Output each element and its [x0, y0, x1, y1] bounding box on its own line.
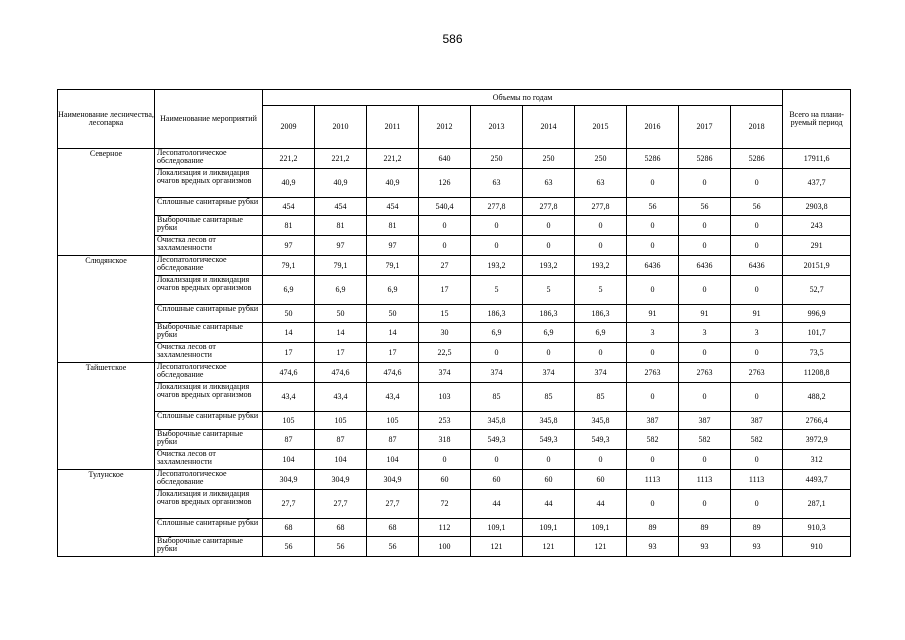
year-value: 0	[679, 216, 731, 236]
table-row	[58, 216, 851, 236]
year-value: 0	[731, 383, 783, 412]
year-value: 0	[471, 236, 523, 256]
year-value: 93	[679, 537, 731, 557]
year-value: 56	[731, 198, 783, 216]
year-value: 1113	[679, 470, 731, 490]
year-value: 0	[731, 169, 783, 198]
year-value: 14	[315, 323, 367, 343]
year-value: 0	[679, 490, 731, 519]
year-value: 0	[471, 216, 523, 236]
total-value: 4493,7	[783, 470, 851, 490]
year-value: 50	[263, 305, 315, 323]
year-value: 318	[419, 430, 471, 450]
activity-name: Сплошные санитарные рубки	[155, 198, 263, 216]
year-value: 0	[575, 216, 627, 236]
table-body	[58, 149, 851, 557]
year-value: 50	[315, 305, 367, 323]
year-value: 0	[575, 236, 627, 256]
year-value: 17	[315, 343, 367, 363]
year-value: 6,9	[263, 276, 315, 305]
year-value: 277,8	[575, 198, 627, 216]
year-value: 474,6	[315, 363, 367, 383]
volumes-table	[57, 89, 851, 557]
year-value: 85	[575, 383, 627, 412]
year-value: 97	[263, 236, 315, 256]
total-value: 243	[783, 216, 851, 236]
year-value: 345,8	[471, 412, 523, 430]
year-value: 6,9	[367, 276, 419, 305]
year-value: 63	[575, 169, 627, 198]
year-value: 454	[367, 198, 419, 216]
year-value: 89	[731, 519, 783, 537]
year-value: 100	[419, 537, 471, 557]
activity-name: Лесопатологическое обследование	[155, 256, 263, 276]
year-value: 27	[419, 256, 471, 276]
year-value: 0	[523, 216, 575, 236]
header-year: 2013	[471, 106, 523, 149]
year-value: 97	[367, 236, 419, 256]
total-value: 312	[783, 450, 851, 470]
activity-name: Сплошные санитарные рубки	[155, 519, 263, 537]
table-row	[58, 412, 851, 430]
year-value: 27,7	[315, 490, 367, 519]
year-value: 0	[575, 343, 627, 363]
year-value: 15	[419, 305, 471, 323]
year-value: 250	[523, 149, 575, 169]
year-value: 304,9	[315, 470, 367, 490]
year-value: 0	[679, 450, 731, 470]
table-row	[58, 169, 851, 198]
year-value: 0	[419, 450, 471, 470]
table-row	[58, 149, 851, 169]
year-value: 0	[731, 490, 783, 519]
year-value: 27,7	[263, 490, 315, 519]
year-value: 221,2	[367, 149, 419, 169]
year-value: 87	[367, 430, 419, 450]
year-value: 0	[627, 383, 679, 412]
table-row	[58, 537, 851, 557]
total-value: 910	[783, 537, 851, 557]
year-value: 109,1	[523, 519, 575, 537]
activity-name: Выборочные санитарные рубки	[155, 216, 263, 236]
year-value: 0	[575, 450, 627, 470]
year-value: 68	[367, 519, 419, 537]
header-forestry: Наименование лесничества, лесопарка	[58, 90, 155, 149]
table-row	[58, 519, 851, 537]
forestry-name: Тулунское	[58, 470, 155, 557]
year-value: 87	[263, 430, 315, 450]
year-value: 44	[523, 490, 575, 519]
year-value: 193,2	[523, 256, 575, 276]
year-value: 6436	[627, 256, 679, 276]
year-value: 186,3	[523, 305, 575, 323]
forestry-name: Северное	[58, 149, 155, 256]
year-value: 85	[523, 383, 575, 412]
year-value: 60	[575, 470, 627, 490]
total-value: 73,5	[783, 343, 851, 363]
year-value: 5	[471, 276, 523, 305]
header-year: 2010	[315, 106, 367, 149]
year-value: 17	[263, 343, 315, 363]
header-year: 2014	[523, 106, 575, 149]
year-value: 91	[627, 305, 679, 323]
year-value: 193,2	[575, 256, 627, 276]
year-value: 14	[367, 323, 419, 343]
year-value: 345,8	[575, 412, 627, 430]
year-value: 304,9	[263, 470, 315, 490]
year-value: 93	[731, 537, 783, 557]
year-value: 193,2	[471, 256, 523, 276]
year-value: 112	[419, 519, 471, 537]
activity-name: Локализация и ликвидация очагов вредных организмов	[155, 490, 263, 519]
year-value: 0	[731, 236, 783, 256]
year-value: 3	[731, 323, 783, 343]
year-value: 3	[627, 323, 679, 343]
year-value: 0	[627, 236, 679, 256]
activity-name: Лесопатологическое обследование	[155, 363, 263, 383]
year-value: 56	[315, 537, 367, 557]
year-value: 79,1	[367, 256, 419, 276]
forestry-name: Слюдянское	[58, 256, 155, 363]
year-value: 2763	[627, 363, 679, 383]
year-value: 186,3	[575, 305, 627, 323]
year-value: 56	[679, 198, 731, 216]
year-value: 387	[679, 412, 731, 430]
year-value: 250	[471, 149, 523, 169]
year-value: 0	[627, 490, 679, 519]
activity-name: Очистка лесов от захламленности	[155, 236, 263, 256]
table-row	[58, 305, 851, 323]
year-value: 79,1	[315, 256, 367, 276]
year-value: 1113	[731, 470, 783, 490]
year-value: 79,1	[263, 256, 315, 276]
year-value: 103	[419, 383, 471, 412]
year-value: 0	[627, 450, 679, 470]
year-value: 105	[367, 412, 419, 430]
year-value: 6436	[731, 256, 783, 276]
total-value: 52,7	[783, 276, 851, 305]
year-value: 6,9	[471, 323, 523, 343]
year-value: 5	[575, 276, 627, 305]
activity-name: Лесопатологическое обследование	[155, 149, 263, 169]
year-value: 374	[419, 363, 471, 383]
year-value: 40,9	[367, 169, 419, 198]
year-value: 6,9	[315, 276, 367, 305]
year-value: 1113	[627, 470, 679, 490]
year-value: 0	[731, 343, 783, 363]
year-value: 374	[575, 363, 627, 383]
total-value: 20151,9	[783, 256, 851, 276]
table-row	[58, 383, 851, 412]
year-value: 81	[315, 216, 367, 236]
total-value: 437,7	[783, 169, 851, 198]
header-year: 2017	[679, 106, 731, 149]
year-value: 60	[471, 470, 523, 490]
activity-name: Сплошные санитарные рубки	[155, 412, 263, 430]
year-value: 0	[627, 343, 679, 363]
table-row	[58, 470, 851, 490]
year-value: 56	[367, 537, 419, 557]
year-value: 104	[367, 450, 419, 470]
year-value: 374	[523, 363, 575, 383]
year-value: 6,9	[575, 323, 627, 343]
year-value: 3	[679, 323, 731, 343]
year-value: 540,4	[419, 198, 471, 216]
year-value: 0	[679, 236, 731, 256]
year-value: 63	[471, 169, 523, 198]
table-row	[58, 323, 851, 343]
year-value: 105	[315, 412, 367, 430]
table-row	[58, 256, 851, 276]
year-value: 91	[731, 305, 783, 323]
year-value: 85	[471, 383, 523, 412]
page-number: 586	[442, 32, 463, 46]
year-value: 72	[419, 490, 471, 519]
year-value: 474,6	[263, 363, 315, 383]
year-value: 549,3	[471, 430, 523, 450]
year-value: 89	[627, 519, 679, 537]
year-value: 277,8	[523, 198, 575, 216]
year-value: 40,9	[263, 169, 315, 198]
table-row	[58, 198, 851, 216]
year-value: 0	[731, 276, 783, 305]
year-value: 454	[263, 198, 315, 216]
year-value: 0	[679, 343, 731, 363]
table-row	[58, 450, 851, 470]
year-value: 60	[523, 470, 575, 490]
activity-name: Выборочные санитарные рубки	[155, 430, 263, 450]
activity-name: Очистка лесов от захламленности	[155, 450, 263, 470]
year-value: 40,9	[315, 169, 367, 198]
year-value: 30	[419, 323, 471, 343]
header-volumes: Объемы по годам	[263, 90, 783, 106]
table-row	[58, 430, 851, 450]
year-value: 0	[627, 276, 679, 305]
year-value: 50	[367, 305, 419, 323]
year-value: 474,6	[367, 363, 419, 383]
year-value: 582	[731, 430, 783, 450]
year-value: 0	[731, 216, 783, 236]
header-year: 2016	[627, 106, 679, 149]
table-row	[58, 276, 851, 305]
year-value: 374	[471, 363, 523, 383]
header-year: 2009	[263, 106, 315, 149]
table-row	[58, 343, 851, 363]
total-value: 17911,6	[783, 149, 851, 169]
year-value: 68	[315, 519, 367, 537]
year-value: 6436	[679, 256, 731, 276]
year-value: 104	[315, 450, 367, 470]
header-total: Всего на плани-руемый период	[783, 90, 851, 149]
year-value: 121	[523, 537, 575, 557]
total-value: 996,9	[783, 305, 851, 323]
year-value: 91	[679, 305, 731, 323]
year-value: 640	[419, 149, 471, 169]
total-value: 291	[783, 236, 851, 256]
activity-name: Сплошные санитарные рубки	[155, 305, 263, 323]
year-value: 0	[523, 236, 575, 256]
activity-name: Выборочные санитарные рубки	[155, 323, 263, 343]
year-value: 0	[523, 343, 575, 363]
year-value: 5286	[731, 149, 783, 169]
year-value: 121	[575, 537, 627, 557]
year-value: 56	[627, 198, 679, 216]
year-value: 81	[263, 216, 315, 236]
total-value: 488,2	[783, 383, 851, 412]
header-activity: Наименование мероприятий	[155, 90, 263, 149]
year-value: 253	[419, 412, 471, 430]
activity-name: Локализация и ликвидация очагов вредных организмов	[155, 169, 263, 198]
year-value: 387	[627, 412, 679, 430]
year-value: 121	[471, 537, 523, 557]
year-value: 0	[419, 236, 471, 256]
total-value: 2766,4	[783, 412, 851, 430]
year-value: 454	[315, 198, 367, 216]
year-value: 44	[575, 490, 627, 519]
total-value: 2903,8	[783, 198, 851, 216]
total-value: 910,3	[783, 519, 851, 537]
year-value: 0	[419, 216, 471, 236]
year-value: 304,9	[367, 470, 419, 490]
year-value: 97	[315, 236, 367, 256]
year-value: 5286	[679, 149, 731, 169]
activity-name: Очистка лесов от захламленности	[155, 343, 263, 363]
year-value: 0	[731, 450, 783, 470]
year-value: 63	[523, 169, 575, 198]
year-value: 93	[627, 537, 679, 557]
total-value: 11208,8	[783, 363, 851, 383]
year-value: 0	[679, 276, 731, 305]
year-value: 87	[315, 430, 367, 450]
year-value: 43,4	[315, 383, 367, 412]
year-value: 0	[679, 169, 731, 198]
year-value: 109,1	[575, 519, 627, 537]
year-value: 27,7	[367, 490, 419, 519]
year-value: 582	[679, 430, 731, 450]
year-value: 0	[471, 343, 523, 363]
forestry-name: Тайшетское	[58, 363, 155, 470]
year-value: 345,8	[523, 412, 575, 430]
activity-name: Выборочные санитарные рубки	[155, 537, 263, 557]
header-year: 2011	[367, 106, 419, 149]
header-year: 2018	[731, 106, 783, 149]
year-value: 126	[419, 169, 471, 198]
year-value: 0	[627, 169, 679, 198]
activity-name: Локализация и ликвидация очагов вредных организмов	[155, 276, 263, 305]
year-value: 2763	[731, 363, 783, 383]
year-value: 22,5	[419, 343, 471, 363]
year-value: 0	[627, 216, 679, 236]
year-value: 60	[419, 470, 471, 490]
year-value: 68	[263, 519, 315, 537]
activity-name: Локализация и ликвидация очагов вредных организмов	[155, 383, 263, 412]
year-value: 5286	[627, 149, 679, 169]
year-value: 43,4	[263, 383, 315, 412]
year-value: 582	[627, 430, 679, 450]
year-value: 250	[575, 149, 627, 169]
year-value: 186,3	[471, 305, 523, 323]
total-value: 3972,9	[783, 430, 851, 450]
table-row	[58, 363, 851, 383]
year-value: 0	[679, 383, 731, 412]
year-value: 109,1	[471, 519, 523, 537]
year-value: 56	[263, 537, 315, 557]
year-value: 0	[471, 450, 523, 470]
year-value: 549,3	[575, 430, 627, 450]
year-value: 89	[679, 519, 731, 537]
activity-name: Лесопатологическое обследование	[155, 470, 263, 490]
year-value: 105	[263, 412, 315, 430]
year-value: 5	[523, 276, 575, 305]
year-value: 549,3	[523, 430, 575, 450]
year-value: 6,9	[523, 323, 575, 343]
total-value: 101,7	[783, 323, 851, 343]
year-value: 104	[263, 450, 315, 470]
year-value: 14	[263, 323, 315, 343]
year-value: 387	[731, 412, 783, 430]
header-year: 2012	[419, 106, 471, 149]
year-value: 17	[419, 276, 471, 305]
total-value: 287,1	[783, 490, 851, 519]
year-value: 81	[367, 216, 419, 236]
year-value: 44	[471, 490, 523, 519]
year-value: 277,8	[471, 198, 523, 216]
year-value: 0	[523, 450, 575, 470]
year-value: 2763	[679, 363, 731, 383]
year-value: 43,4	[367, 383, 419, 412]
year-value: 221,2	[315, 149, 367, 169]
header-year: 2015	[575, 106, 627, 149]
table-row	[58, 490, 851, 519]
year-value: 221,2	[263, 149, 315, 169]
year-value: 17	[367, 343, 419, 363]
table-row	[58, 236, 851, 256]
